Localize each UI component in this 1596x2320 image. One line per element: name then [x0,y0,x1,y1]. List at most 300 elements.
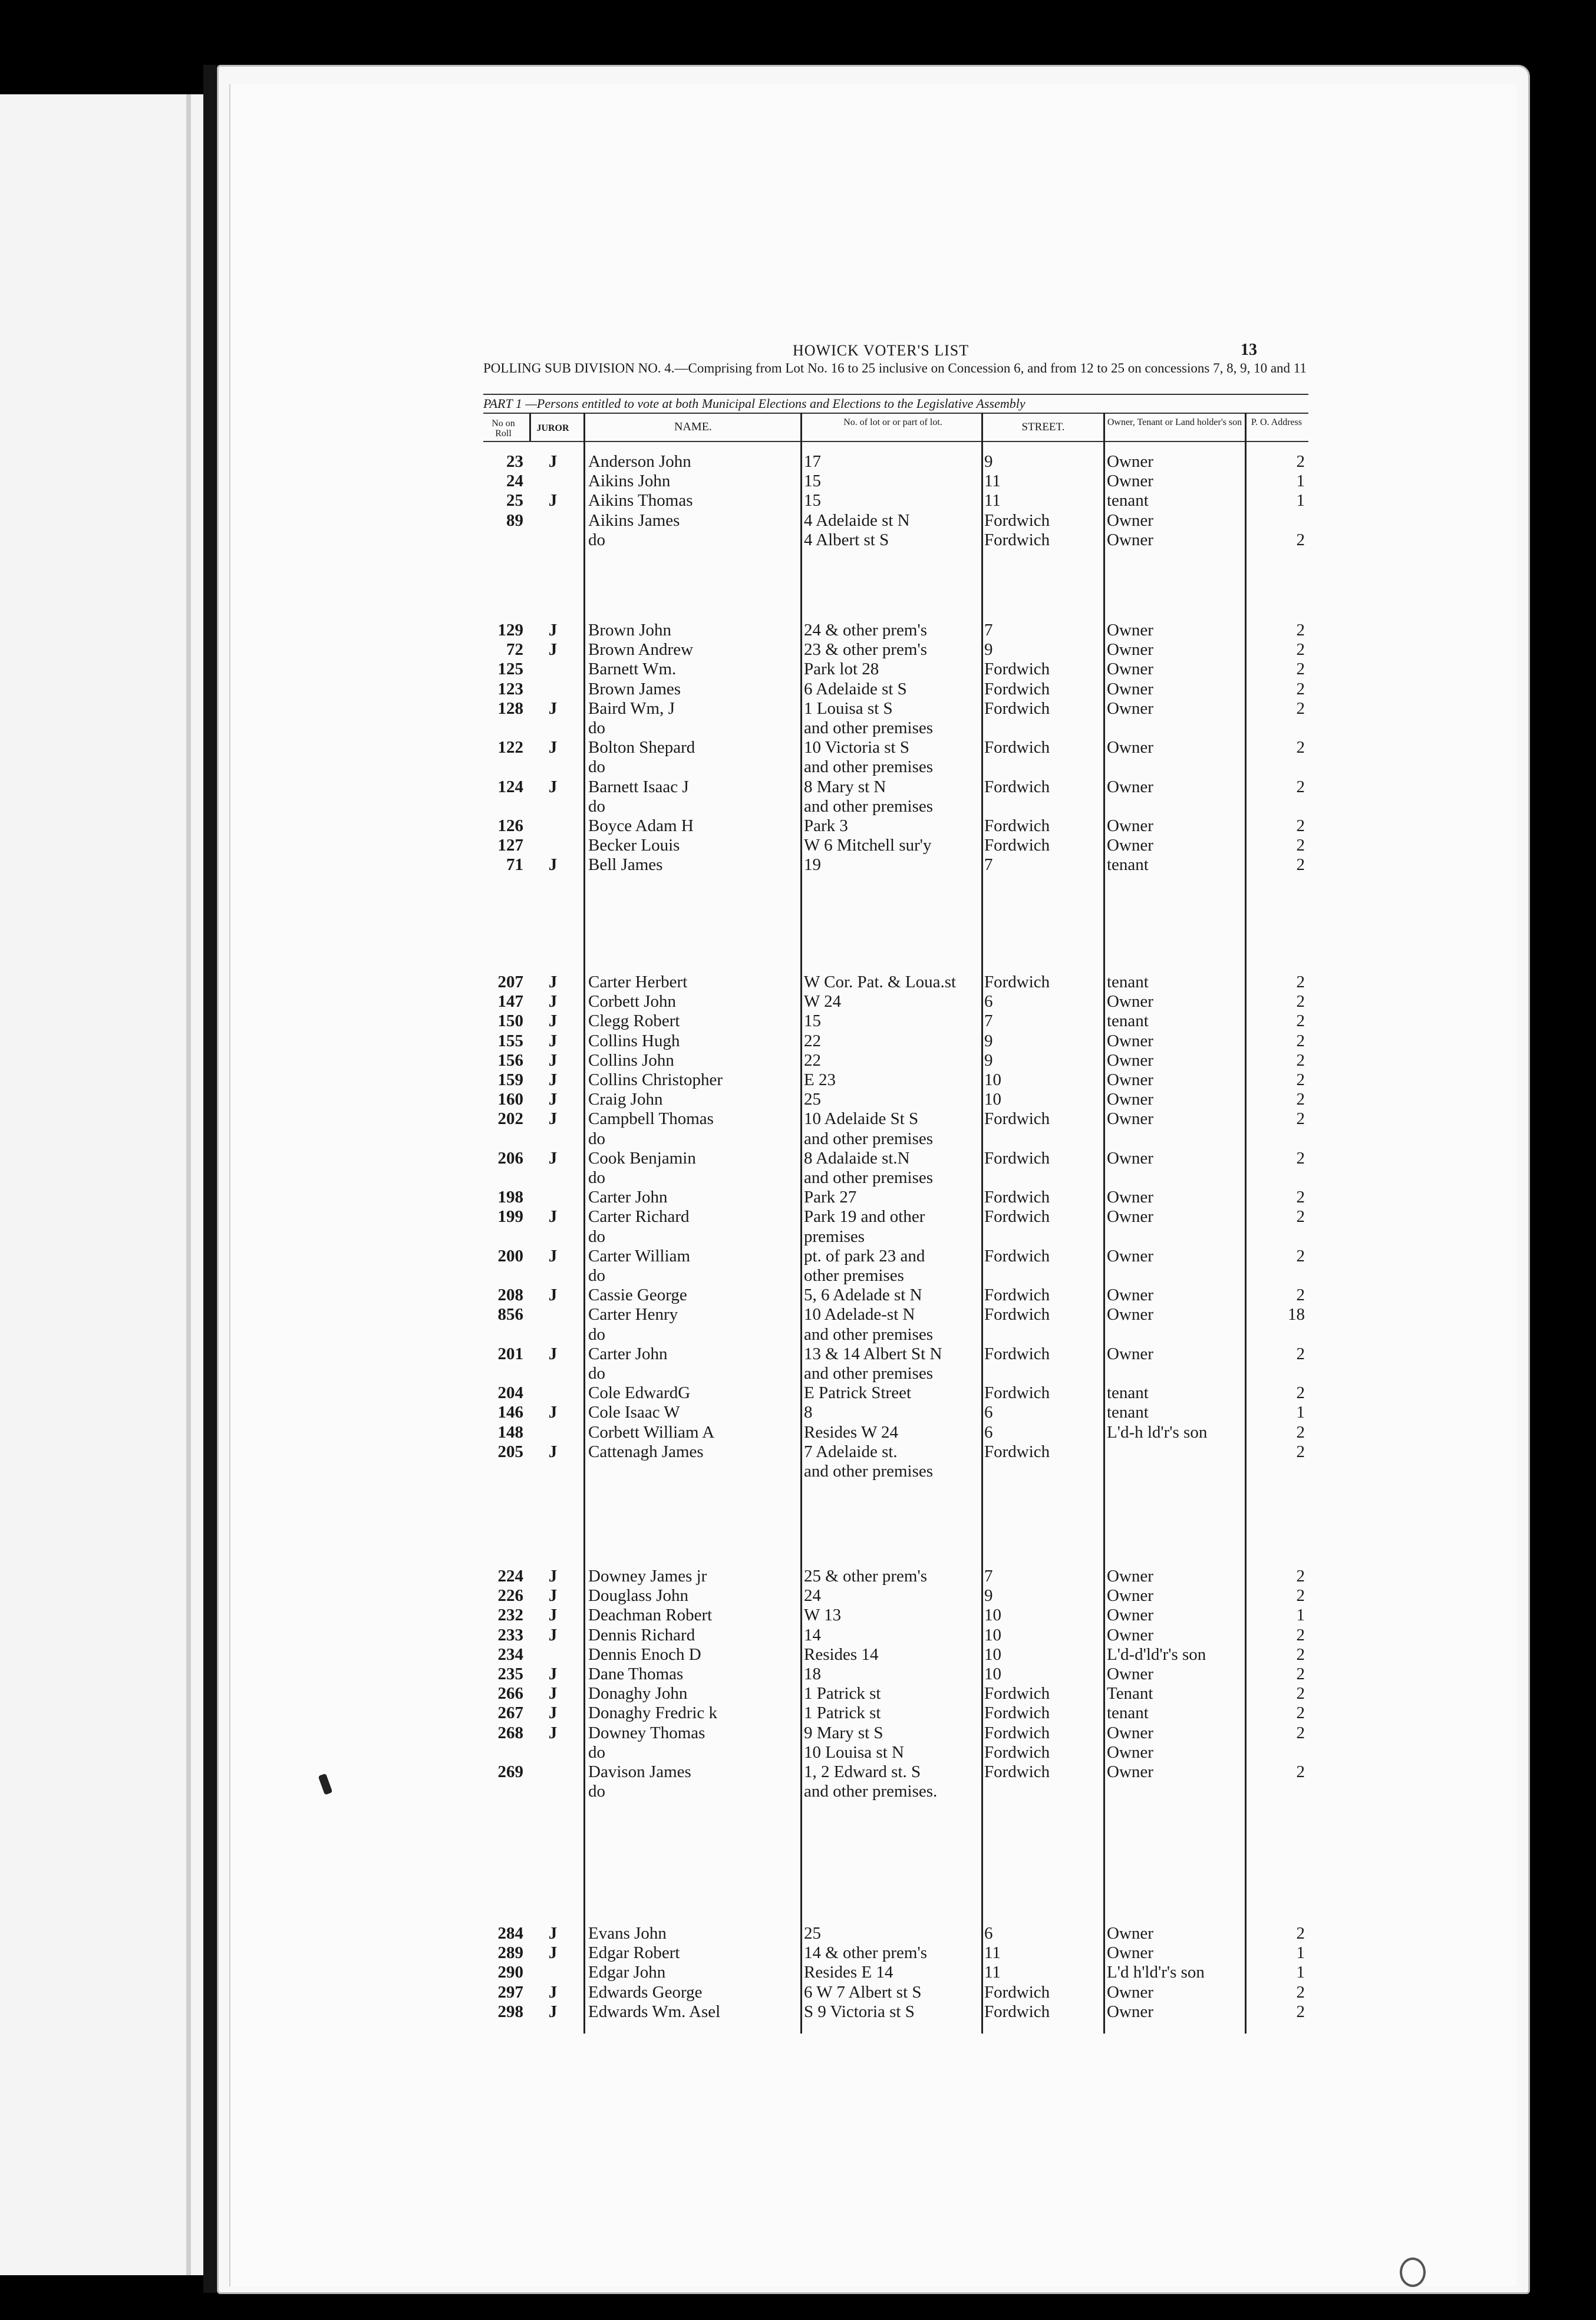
owner-status: Owner [1107,640,1153,660]
table-row [483,1168,1308,1188]
voter-name: Carter Henry [588,1305,678,1324]
roll-number: 198 [497,1188,523,1207]
owner-status: Owner [1107,1305,1153,1324]
voter-name: Downey James jr [588,1567,707,1586]
juror-mark: J [548,698,558,718]
po-address: 2 [1296,698,1305,718]
po-address: 2 [1296,1442,1305,1461]
table-row [483,719,1308,738]
roll-number: 122 [497,738,523,757]
table-row [483,855,1308,875]
roll-number: 129 [497,621,523,640]
lot-number: Park 3 [804,816,848,835]
roll-number: 125 [497,660,523,679]
street: 9 [984,452,993,471]
page-number: 13 [1241,341,1257,359]
table-row [483,1442,1308,1462]
lot-number: 25 & other prem's [804,1567,927,1586]
juror-mark: J [548,1246,558,1266]
table-row [483,699,1308,719]
po-address: 2 [1296,452,1305,471]
table-row [483,1924,1308,1943]
lot-number: 14 [804,1625,821,1645]
owner-status: Owner [1107,1246,1153,1266]
column-rule [583,413,585,2034]
po-address: 2 [1296,1344,1305,1363]
roll-number: 207 [497,973,523,991]
lot-number: Park 27 [804,1188,857,1207]
lot-number: 1 Patrick st [804,1684,881,1703]
lot-number: and other premises [804,1129,934,1148]
voter-name: do [588,530,605,549]
table-row [483,1943,1308,1963]
lot-number: other premises [804,1266,904,1285]
roll-number: 127 [497,836,523,855]
roll-number: 226 [497,1586,523,1606]
owner-status: Owner [1107,1286,1153,1305]
lot-number: 4 Albert st S [804,530,889,549]
owner-status: tenant [1107,491,1149,510]
roll-number: 267 [497,1703,523,1723]
table-row [483,511,1308,530]
voter-name: Evans John [588,1924,667,1943]
street: Fordwich [984,1723,1050,1742]
roll-number: 160 [497,1090,523,1109]
juror-mark: J [548,1344,558,1363]
column-rule [981,413,983,2034]
po-address: 1 [1296,491,1305,510]
subdivision-description: POLLING SUB DIVISION NO. 4.—Comprising from Lot No. 16 to 25 inclusive on Concession 6, and from 12 to 25 on concessions 7, 8, 9, 10 and 11 [483,361,1307,375]
voter-name: Brown James [588,679,681,698]
voter-name: Brown John [588,621,671,640]
juror-mark: J [548,491,558,510]
po-address: 2 [1296,992,1305,1011]
owner-status: Owner [1107,992,1153,1011]
table-row [483,472,1308,491]
juror-mark: J [548,1924,558,1943]
table-row [483,1266,1308,1286]
table-row [483,1626,1308,1645]
juror-mark: J [548,1050,558,1070]
street: 6 [984,992,993,1011]
voter-name: Dennis Richard [588,1625,695,1645]
juror-mark: J [548,1982,558,2002]
street: Fordwich [984,1742,1050,1762]
lot-number: W 13 [804,1606,842,1625]
owner-status: Owner [1107,452,1153,471]
voter-name: Brown Andrew [588,640,694,660]
col-header-juror: JUROR [536,423,569,433]
street: Fordwich [984,738,1050,757]
owner-status: tenant [1107,973,1149,991]
street: 9 [984,1586,993,1606]
voter-name: Donaghy John [588,1684,688,1703]
street: Fordwich [984,816,1050,835]
col-header-owner: Owner, Tenant or Land holder's son [1107,417,1242,427]
street: Fordwich [984,1703,1050,1723]
roll-number: 201 [497,1344,523,1363]
voter-name: Cook Benjamin [588,1148,696,1168]
lot-number: 13 & 14 Albert St N [804,1344,942,1363]
juror-mark: J [548,621,558,640]
owner-status: Owner [1107,2002,1153,2021]
roll-number: 155 [497,1031,523,1050]
voter-name: do [588,1364,605,1383]
roll-number: 25 [506,491,523,510]
po-address: 2 [1296,1567,1305,1586]
roll-number: 224 [497,1567,523,1586]
juror-mark: J [548,1286,558,1305]
roll-number: 268 [497,1723,523,1742]
street: 7 [984,855,993,875]
owner-status: Owner [1107,1188,1153,1207]
street: Fordwich [984,679,1050,698]
voter-name: Dane Thomas [588,1665,684,1683]
owner-status: Owner [1107,1723,1153,1742]
juror-mark: J [548,777,558,796]
facing-page-edge [186,94,191,2275]
juror-mark: J [548,1031,558,1050]
table-row [483,2002,1308,2022]
street: 7 [984,1567,993,1586]
roll-number: 123 [497,679,523,698]
roll-number: 206 [497,1148,523,1168]
table-row [483,777,1308,797]
juror-mark: J [548,1943,558,1963]
owner-status: Owner [1107,698,1153,718]
roll-number: 234 [497,1645,523,1664]
table-row [483,1963,1308,1982]
voter-name: Cole Isaac W [588,1403,680,1422]
voter-name: Collins John [588,1050,674,1070]
po-address: 2 [1296,1109,1305,1129]
po-address: 2 [1296,1031,1305,1050]
juror-mark: J [548,1442,558,1461]
roll-number: 89 [506,510,523,530]
table-row [483,1403,1308,1422]
voter-name: Carter John [588,1344,668,1363]
lot-number: and other premises [804,796,934,816]
po-address: 1 [1296,472,1305,491]
table-row [483,1344,1308,1364]
roll-number: 150 [497,1011,523,1031]
owner-status: Owner [1107,1567,1153,1586]
table-row [483,1743,1308,1762]
lot-number: 1 Patrick st [804,1703,881,1723]
owner-status: Owner [1107,1943,1153,1963]
table-row [483,1462,1308,1481]
lot-number: 24 [804,1586,821,1606]
lot-number: 1, 2 Edward st. S [804,1762,921,1781]
col-header-no: No on Roll [492,418,515,439]
lot-number: W 24 [804,992,842,1011]
lot-number: 8 Mary st N [804,777,886,796]
lot-number: W Cor. Pat. & Loua.st [804,973,957,991]
table-row [483,1188,1308,1207]
owner-status: Owner [1107,1070,1153,1089]
juror-mark: J [548,1665,558,1683]
street: Fordwich [984,660,1050,679]
street: 10 [984,1070,1001,1089]
col-header-street: STREET. [1021,421,1065,433]
street: 10 [984,1625,1001,1645]
owner-status: Owner [1107,679,1153,698]
street: 9 [984,1050,993,1070]
lot-number: premises [804,1227,865,1246]
table-row [483,1364,1308,1383]
table-row [483,1011,1308,1031]
street: 6 [984,1422,993,1442]
street: 10 [984,1606,1001,1625]
voter-name: Cattenagh James [588,1442,704,1461]
voter-name: Aikins John [588,472,671,491]
po-address: 2 [1296,640,1305,660]
po-address: 2 [1296,1207,1305,1227]
po-address: 2 [1296,1148,1305,1168]
lot-number: 8 [804,1403,813,1422]
po-address: 2 [1296,1665,1305,1683]
street: Fordwich [984,1383,1050,1403]
lot-number: 18 [804,1665,821,1683]
street: Fordwich [984,1982,1050,2002]
owner-status: Owner [1107,738,1153,757]
voter-name: do [588,1129,605,1148]
juror-mark: J [548,1625,558,1645]
roll-number: 284 [497,1924,523,1943]
po-address: 2 [1296,1586,1305,1606]
table-row [483,1286,1308,1305]
roll-number: 148 [497,1422,523,1442]
roll-number: 126 [497,816,523,835]
table-row [483,491,1308,510]
table-row [483,660,1308,679]
column-rule [1103,413,1105,2034]
po-address: 2 [1296,1762,1305,1781]
table-row [483,1606,1308,1625]
voter-name: Bell James [588,855,663,875]
po-address: 2 [1296,1090,1305,1109]
owner-status: L'd-h ld'r's son [1107,1422,1208,1442]
juror-mark: J [548,973,558,991]
po-address: 2 [1296,738,1305,757]
table-row [483,680,1308,699]
lot-number: 5, 6 Adelade st N [804,1286,922,1305]
street: Fordwich [984,973,1050,991]
po-address: 2 [1296,621,1305,640]
street: 11 [984,1943,1001,1963]
voter-name: Carter John [588,1188,668,1207]
column-rule [1245,413,1247,2034]
owner-status: Owner [1107,1109,1153,1129]
roll-number: 204 [497,1383,523,1403]
lot-number: Resides W 24 [804,1422,899,1442]
table-row [483,816,1308,836]
lot-number: 8 Adalaide st.N [804,1148,910,1168]
juror-mark: J [548,452,558,471]
roll-number: 128 [497,698,523,718]
voter-name: Donaghy Fredric k [588,1703,718,1723]
voter-name: Edwards Wm. Asel [588,2002,721,2021]
street: 7 [984,621,993,640]
street: Fordwich [984,2002,1050,2021]
lot-number: 23 & other prem's [804,640,927,660]
lot-number: 10 Adelaide St S [804,1109,919,1129]
juror-mark: J [548,1207,558,1227]
po-address: 2 [1296,530,1305,549]
owner-status: Owner [1107,1606,1153,1625]
lot-number: E 23 [804,1070,836,1089]
roll-number: 124 [497,777,523,796]
po-address: 2 [1296,1011,1305,1031]
street: Fordwich [984,777,1050,796]
owner-status: Owner [1107,836,1153,855]
col-header-lot: No. of lot or or part of lot. [843,417,942,427]
lot-number: 15 [804,491,821,510]
owner-status: Owner [1107,1762,1153,1781]
lot-number: 24 & other prem's [804,621,927,640]
owner-status: Tenant [1107,1684,1153,1703]
street: 6 [984,1403,993,1422]
roll-number: 232 [497,1606,523,1625]
po-address: 2 [1296,1703,1305,1723]
table-row [483,1032,1308,1051]
street: Fordwich [984,1286,1050,1305]
page-title: HOWICK VOTER'S LIST [793,342,970,359]
lot-number: 6 W 7 Albert st S [804,1982,922,2002]
roll-number: 147 [497,992,523,1011]
po-address: 2 [1296,855,1305,875]
juror-mark: J [548,1090,558,1109]
voter-name: Edgar Robert [588,1943,680,1963]
owner-status: Owner [1107,1924,1153,1943]
voter-name: Bolton Shepard [588,738,695,757]
po-address: 2 [1296,1924,1305,1943]
street: 9 [984,640,993,660]
owner-status: tenant [1107,1383,1149,1403]
owner-status: tenant [1107,1703,1149,1723]
street: 10 [984,1645,1001,1664]
street: Fordwich [984,1344,1050,1363]
col-header-po: P. O. Address [1251,417,1302,427]
col-header-name: NAME. [674,420,712,433]
table-row [483,1305,1308,1324]
table-row [483,1684,1308,1703]
voter-name: Craig John [588,1090,663,1109]
facing-page [0,94,205,2275]
po-address: 2 [1296,1188,1305,1207]
owner-status: L'd h'ld'r's son [1107,1963,1205,1982]
lot-number: S 9 Victoria st S [804,2002,915,2021]
table-row [483,1762,1308,1782]
po-address: 2 [1296,973,1305,991]
voter-name: do [588,1782,605,1801]
owner-status: Owner [1107,1031,1153,1050]
lot-number: and other premises. [804,1782,938,1801]
juror-mark: J [548,1011,558,1031]
po-address: 2 [1296,1383,1305,1403]
voter-name: Barnett Isaac J [588,777,689,796]
table-row [483,1567,1308,1586]
street: 10 [984,1090,1001,1109]
po-address: 2 [1296,1246,1305,1266]
lot-number: and other premises [804,1364,934,1383]
voter-name: Collins Christopher [588,1070,723,1089]
roll-number: 200 [497,1246,523,1266]
owner-status: Owner [1107,1090,1153,1109]
column-rule [529,413,531,441]
lot-number: 22 [804,1050,821,1070]
lot-number: 7 Adelaide st. [804,1442,898,1461]
owner-status: Owner [1107,1625,1153,1645]
owner-status: Owner [1107,1742,1153,1762]
owner-status: Owner [1107,1148,1153,1168]
roll-number: 856 [497,1305,523,1324]
owner-status: tenant [1107,1011,1149,1031]
lot-number: 4 Adelaide st N [804,510,910,530]
lot-number: and other premises [804,719,934,737]
roll-number: 208 [497,1286,523,1305]
juror-mark: J [548,640,558,660]
street: 11 [984,491,1001,510]
voter-name: Carter William [588,1246,691,1266]
street: Fordwich [984,1684,1050,1703]
lot-number: and other premises [804,757,934,777]
voter-name: Aikins Thomas [588,491,693,510]
table-row [483,1129,1308,1149]
po-address: 2 [1296,836,1305,855]
owner-status: Owner [1107,510,1153,530]
lot-number: 17 [804,452,821,471]
voter-name: Boyce Adam H [588,816,694,835]
juror-mark: J [548,1070,558,1089]
lot-number: and other premises [804,1324,934,1344]
table-row [483,797,1308,816]
table-row [483,992,1308,1011]
street: 11 [984,472,1001,491]
voter-name: do [588,1742,605,1762]
table-row [483,1325,1308,1344]
roll-number: 266 [497,1684,523,1703]
voter-name: do [588,796,605,816]
voter-name: Cole EdwardG [588,1383,691,1403]
juror-mark: J [548,855,558,875]
street: 7 [984,1011,993,1031]
voter-name: do [588,1168,605,1187]
voter-name: Clegg Robert [588,1011,680,1031]
owner-status: Owner [1107,1982,1153,2002]
table-row [483,1703,1308,1723]
roll-number: 233 [497,1625,523,1645]
voter-name: Collins Hugh [588,1031,680,1050]
street: Fordwich [984,1109,1050,1129]
voter-name: Campbell Thomas [588,1109,714,1129]
po-address: 2 [1296,816,1305,835]
street: Fordwich [984,530,1050,549]
book-gutter [203,65,216,2293]
lot-number: Resides 14 [804,1645,879,1664]
voter-name: Corbett John [588,992,677,1011]
roll-number: 23 [506,452,523,471]
po-address: 2 [1296,1684,1305,1703]
owner-status: Owner [1107,1207,1153,1227]
part-heading: PART 1 —Persons entitled to vote at both Municipal Elections and Elections to the Legislative Assembly [483,394,1308,414]
roll-number: 199 [497,1207,523,1227]
table-row [483,836,1308,855]
table-row [483,530,1308,550]
table-row [483,1983,1308,2002]
owner-status: Owner [1107,1586,1153,1606]
table-row [483,1227,1308,1247]
